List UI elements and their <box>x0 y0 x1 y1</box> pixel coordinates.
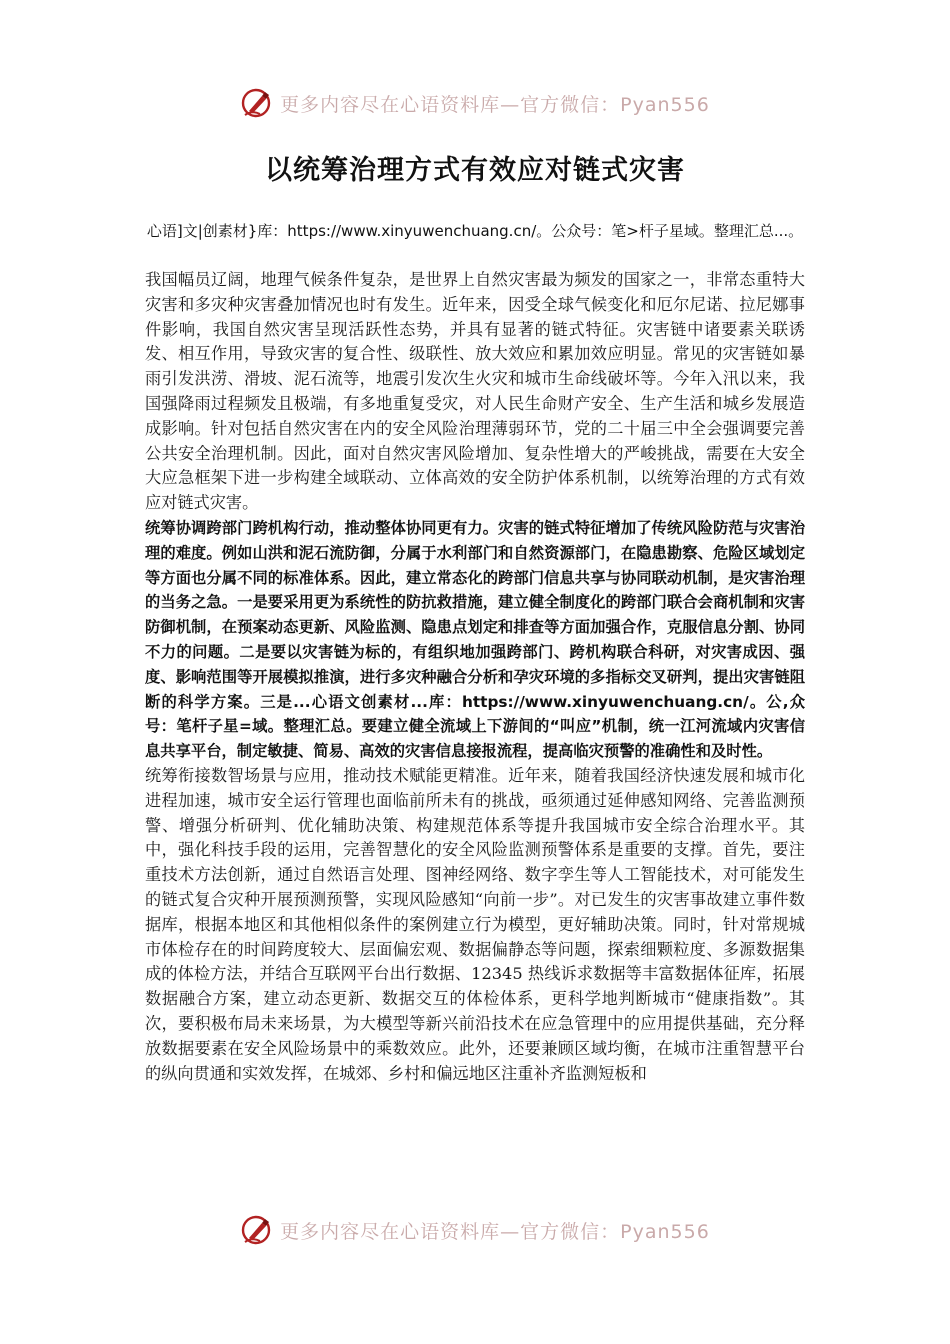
banner-text: 更多内容尽在心语资料库—官方微信： <box>280 1220 621 1243</box>
header-banner <box>0 83 950 123</box>
document-title: 以统筹治理方式有效应对链式灾害 <box>265 155 685 186</box>
paragraph-3: 统筹衔接数智场景与应用，推动技术赋能更精准。近年来，随着我国经济快速发展和城市化进程加速，城市安全运行管理也面临前所未有的挑战，亟须通过延伸感知网络、完善监测预警、增强分析研判、优化辅助决策、构建规范体系等提升我国城市安全综合治理水平。其中，强化科技手段的运用，完善智慧化的安全风险监测预警体系是重要的支撑。首先，要注重技术方法创新，通过自然语言处理、图神经网络、数字孪生等人工智能技术，对可能发生的链式复合灾种开展预测预警，实现风险感知“向前一步”。对已发生的灾害事故建立事件数据库，根据本地区和其他相似条件的案例建立行为模型，更好辅助决策。同时，针对常规城市体检存在的时间跨度较大、层面偏宏观、数据偏静态等问题，探索细颗粒度、多源数据集成的体检方法，并结合互联网平台出行数据、12345 热线诉求数据等丰富数据体征库，拓展数据融合方案，建立动态更新、数据交互的体检体系，更科学地判断城市“健康指数”。其次，要积极布局未来场景，为大模型等新兴前沿技术在应急管理中的应用提供基础，充分释放数据要素在安全风险场景中的乘数效应。此外，还要兼顾区域均衡，在城市注重智慧平台的纵向贯通和实效发挥，在城郊、乡村和偏远地区注重补齐监测短板和 <box>145 765 805 1083</box>
banner-wechat-id: Pyan556 <box>620 1220 710 1243</box>
banner-wechat-id: Pyan556 <box>620 93 710 116</box>
footer-banner <box>0 1210 950 1250</box>
banner-text: 更多内容尽在心语资料库—官方微信： <box>280 93 621 116</box>
document-body <box>145 268 805 1086</box>
paragraph-1: 我国幅员辽阔，地理气候条件复杂，是世界上自然灾害最为频发的国家之一，非常态重特大灾害和多灾种灾害叠加情况也时有发生。近年来，因受全球气候变化和厄尔尼诺、拉尼娜事件影响，我国自然灾害呈现活跃性态势，并具有显著的链式特征。灾害链中诸要素关联诱发、相互作用，导致灾害的复合性、级联性、放大效应和累加效应明显。常见的灾害链如暴雨引发洪涝、滑坡、泥石流等，地震引发次生火灾和城市生命线破坏等。今年入汛以来，我国强降雨过程频发且极端，有多地重复受灾，对人民生命财产安全、生产生活和城乡发展造成影响。针对包括自然灾害在内的安全风险治理薄弱环节，党的二十届三中全会强调要完善公共安全治理机制。因此，面对自然灾害风险增加、复杂性增大的严峻挑战，需要在大安全大应急框架下进一步构建全域联动、立体高效的安全防护体系机制，以统筹治理的方式有效应对链式灾害。 <box>145 270 805 513</box>
pen-logo-icon <box>240 1213 274 1247</box>
paragraph-2: 统筹协调跨部门跨机构行动，推动整体协同更有力。灾害的链式特征增加了传统风险防范与灾害治理的难度。例如山洪和泥石流防御，分属于水利部门和自然资源部门，在隐患勘察、危险区域划定等方面也分属不同的标准体系。因此，建立常态化的跨部门信息共享与协同联动机制，是灾害治理的当务之急。一是要采用更为系统性的防抗救措施，建立健全制度化的跨部门联合会商机制和灾害防御机制，在预案动态更新、风险监测、隐患点划定和排查等方面加强合作，克服信息分割、协同不力的问题。二是要以灾害链为标的，有组织地加强跨部门、跨机构联合科研，对灾害成因、强度、影响范围等开展模拟推演，进行多灾种融合分析和孕灾环境的多指标交叉研判，提出灾害链阻断的科学方案。三是...心语文创素材...库：https://www.xinyuwenchuang.cn/。公,众号：笔杆子星=域。整理汇总。要建立健全流域上下游间的“叫应”机制，统一江河流域内灾害信息共享平台，制定敏捷、简易、高效的灾害信息接报流程，提高临灾预警的准确性和及时性。 <box>145 518 805 761</box>
source-line: 心语]文|创素材}库：https://www.xinyuwenchuang.cn/。公众号：笔>杆子星域。整理汇总...。 <box>146 222 804 240</box>
pen-logo-icon <box>240 86 274 120</box>
